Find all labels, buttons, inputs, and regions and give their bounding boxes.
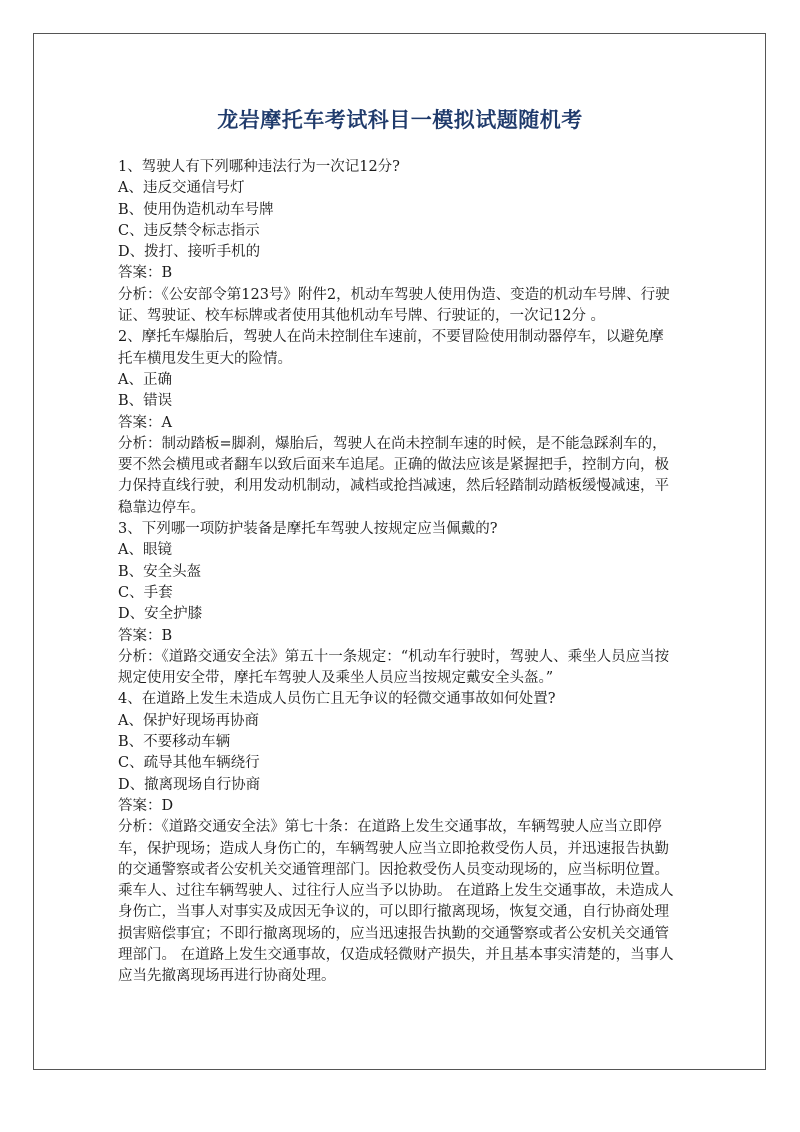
question-list bbox=[118, 157, 678, 988]
option-a: A、保护好现场再协商 bbox=[118, 712, 259, 729]
page-title: 龙岩摩托车考试科目一模拟试题随机考 bbox=[217, 107, 583, 132]
analysis-text: 分析：制动踏板=脚刹，爆胎后，驾驶人在尚未控制车速的时候，是不能急踩刹车的，要不然会横甩或者翻车以致后面来车追尾。正确的做法应该是紧握把手，控制方向，极力保持直线行驶，利用发动机制动，减档或抢挡减速，然后轻踏制动踏板缓慢减速，平稳靠边停车。 bbox=[118, 435, 669, 516]
answer-text: 答案：D bbox=[118, 797, 174, 814]
question-4 bbox=[118, 689, 678, 987]
option-d: D、安全护膝 bbox=[118, 606, 203, 623]
option-c: C、疏导其他车辆绕行 bbox=[118, 755, 260, 772]
question-stem: 1、驾驶人有下列哪种违法行为一次记12分? bbox=[118, 159, 400, 175]
option-d: D、拨打、接听手机的 bbox=[118, 244, 261, 261]
option-a: A、违反交通信号灯 bbox=[118, 180, 245, 197]
analysis-text: 分析：《公安部令第123号》附件2，机动车驾驶人使用伪造、变造的机动车号牌、行驶证、驾驶证、校车标牌或者使用其他机动车号牌、行驶证的，一次记12分 。 bbox=[118, 286, 670, 325]
answer-text: 答案：B bbox=[118, 265, 173, 282]
option-d: D、撤离现场自行协商 bbox=[118, 776, 261, 793]
question-3 bbox=[118, 519, 678, 689]
option-c: C、手套 bbox=[118, 584, 173, 601]
analysis-text: 分析：《道路交通安全法》第五十一条规定：“机动车行驶时，驾驶人、乘坐人员应当按规定使用安全带，摩托车驾驶人及乘坐人员应当按规定戴安全头盔。” bbox=[118, 648, 670, 687]
question-stem: 2、摩托车爆胎后，驾驶人在尚未控制住车速前，不要冒险使用制动器停车，以避免摩托车横甩发生更大的险情。 bbox=[118, 329, 664, 367]
option-c: C、违反禁令标志指示 bbox=[118, 222, 260, 239]
question-2 bbox=[118, 327, 678, 519]
question-stem: 4、在道路上发生未造成人员伤亡且无争议的轻微交通事故如何处置? bbox=[118, 691, 556, 708]
answer-text: 答案：B bbox=[118, 627, 173, 644]
question-1 bbox=[118, 157, 678, 327]
option-b: B、错误 bbox=[118, 393, 173, 410]
option-a: A、正确 bbox=[118, 371, 172, 388]
analysis-text: 分析：《道路交通安全法》第七十条：在道路上发生交通事故，车辆驾驶人应当立即停车，保护现场；造成人身伤亡的，车辆驾驶人应当立即抢救受伤人员，并迅速报告执勤的交通警察或者公安机关交通管理部门。因抢救受伤人员变动现场的，应当标明位置。乘车人、过往车辆驾驶人、过往行人应当予以协助。 在道路上发生交通事故，未造成人身伤亡，当事人对事实及成因无争议的，可以即行撤离现场，恢复交通，自行协商处理损害赔偿事宜；不即行撤离现场的，应当迅速报告执勤的交通警察或者公安机关交通管理部门。 在道路上发生交通事故，仅造成轻微财产损失，并且基本事实清楚的，当事人应当先撤离现场再进行协商处理。 bbox=[118, 819, 674, 985]
option-b: B、不要移动车辆 bbox=[118, 734, 231, 751]
question-stem: 3、下列哪一项防护装备是摩托车驾驶人按规定应当佩戴的? bbox=[118, 521, 498, 538]
answer-text: 答案：A bbox=[118, 414, 172, 431]
option-a: A、眼镜 bbox=[118, 542, 172, 559]
option-b: B、使用伪造机动车号牌 bbox=[118, 201, 274, 218]
option-b: B、安全头盔 bbox=[118, 563, 202, 580]
